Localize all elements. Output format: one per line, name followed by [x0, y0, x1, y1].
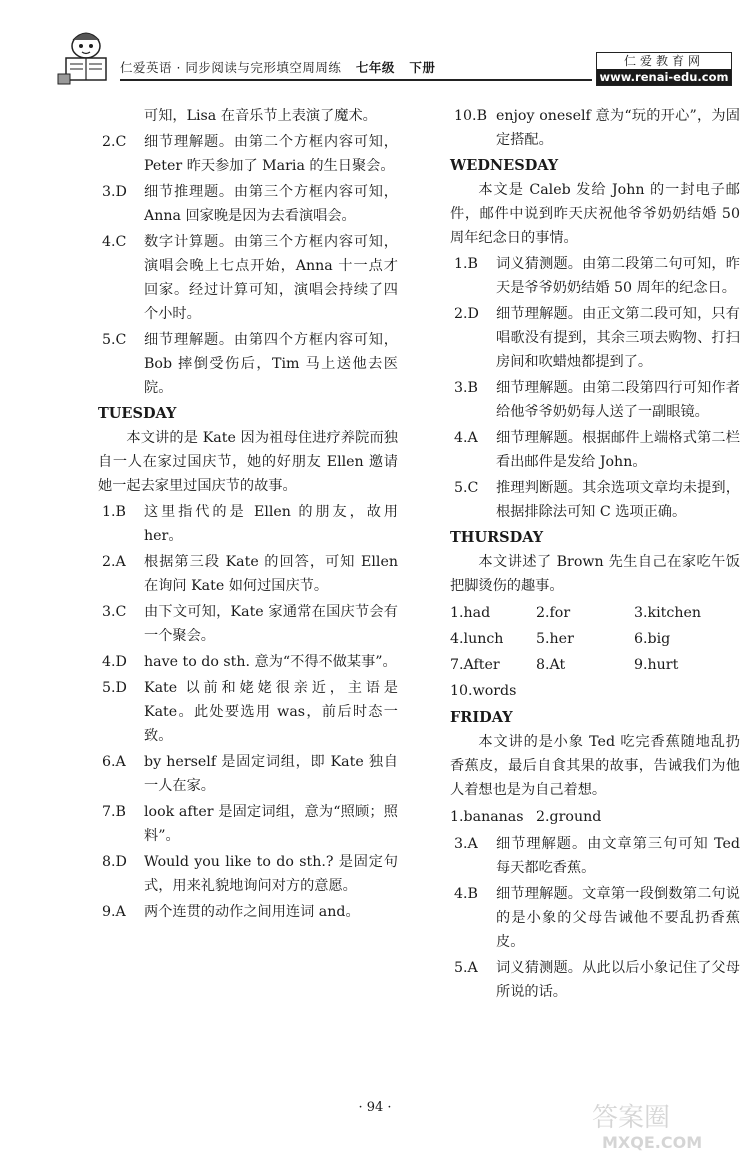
answer-item — [98, 328, 398, 400]
answer-item — [98, 850, 398, 898]
answer-number: 4.B — [454, 886, 478, 902]
fill-answer: 9.hurt — [634, 657, 679, 673]
answer-explanation: 由下文可知，Kate 家通常在国庆节会有一个聚会。 — [144, 604, 398, 644]
answer-item — [450, 882, 740, 954]
fill-answer: 2.for — [536, 605, 571, 621]
left-column — [98, 104, 398, 926]
answer-item — [450, 426, 740, 474]
answer-number: 5.A — [454, 960, 478, 976]
answer-item — [450, 252, 740, 300]
answer-number: 4.D — [102, 654, 127, 670]
answer-item — [98, 230, 398, 326]
fill-answer: 1.bananas — [450, 809, 524, 825]
friday-answer-grid — [450, 804, 740, 830]
wednesday-answers — [450, 252, 740, 524]
friday-answers — [450, 832, 740, 1004]
fill-answer: 8.At — [536, 657, 566, 673]
answer-explanation: 细节理解题。由第二段第四行可知作者给他爷爷奶奶每人送了一副眼镜。 — [496, 380, 740, 420]
answer-number: 2.D — [454, 306, 479, 322]
brand-url: www.renai-edu.com — [597, 69, 731, 85]
fill-answer: 3.kitchen — [634, 605, 701, 621]
fill-answer: 5.her — [536, 631, 574, 647]
header-title — [120, 58, 435, 76]
answer-number: 2.C — [102, 134, 127, 150]
answer-item — [450, 376, 740, 424]
page-number: · 94 · — [358, 1100, 392, 1115]
answer-item — [450, 956, 740, 1004]
answer-explanation: 细节理解题。根据邮件上端格式第二栏看出邮件是发给 John。 — [496, 430, 740, 470]
right-column — [450, 104, 740, 1006]
answer-explanation: 细节理解题。由正文第二段可知，只有唱歌没有提到，其余三项去购物、打扫房间和吹蜡烛都提到了。 — [496, 306, 740, 370]
answer-item — [98, 800, 398, 848]
answer-explanation: 细节理解题。文章第一段倒数第二句说的是小象的父母告诫他不要乱扔香蕉皮。 — [496, 886, 740, 950]
answer-item — [98, 600, 398, 648]
answer-explanation: 细节推理题。由第三个方框内容可知，Anna 回家晚是因为去看演唱会。 — [144, 184, 398, 224]
answer-explanation: 根据第三段 Kate 的回答，可知 Ellen 在询问 Kate 如何过国庆节。 — [144, 554, 398, 594]
watermark-text: 答案圈 — [592, 1103, 671, 1133]
answer-number: 9.A — [102, 904, 126, 920]
answer-number: 5.C — [102, 332, 127, 348]
thursday-answer-grid — [450, 600, 740, 704]
answer-number: 5.C — [454, 480, 479, 496]
answer-number: 3.B — [454, 380, 478, 396]
answer-item — [450, 476, 740, 524]
answer-explanation: 这里指代的是 Ellen 的朋友，故用 her。 — [144, 504, 398, 544]
section-heading-wednesday: WEDNESDAY — [450, 157, 559, 174]
answer-item — [450, 302, 740, 374]
answer-number: 3.A — [454, 836, 478, 852]
fill-answer: 1.had — [450, 605, 491, 621]
section-heading-tuesday: TUESDAY — [98, 405, 177, 422]
monday-answers — [98, 130, 398, 400]
answer-number: 3.C — [102, 604, 127, 620]
section-heading-thursday: THURSDAY — [450, 529, 544, 546]
answer-item — [98, 900, 398, 924]
answer-item — [450, 104, 740, 152]
answer-explanation: 词义猜测题。由第二段第二句可知，昨天是爷爷奶奶结婚 50 周年的纪念日。 — [496, 256, 740, 296]
answer-item — [98, 180, 398, 228]
watermark-url: MXQE.COM — [602, 1133, 703, 1152]
wednesday-intro: 本文是 Caleb 发给 John 的一封电子邮件，邮件中说到昨天庆祝他爷爷奶奶结婚 50 周年纪念日的事情。 — [450, 182, 740, 246]
answer-number: 4.C — [102, 234, 127, 250]
fill-answer: 4.lunch — [450, 631, 504, 647]
mascot-logo-icon — [56, 28, 118, 86]
answer-explanation: 两个连贯的动作之间用连词 and。 — [144, 904, 360, 920]
answer-explanation: 推理判断题。其余选项文章均未提到，根据排除法可知 C 选项正确。 — [496, 480, 740, 520]
brand-box — [596, 52, 732, 86]
answer-number: 4.A — [454, 430, 478, 446]
section-heading-friday: FRIDAY — [450, 709, 513, 726]
answer-number: 7.B — [102, 804, 126, 820]
answer-item — [98, 500, 398, 548]
answer-number: 5.D — [102, 680, 127, 696]
friday-intro: 本文讲的是小象 Ted 吃完香蕉随地乱扔香蕉皮，最后自食其果的故事，告诫我们为他人着想也是为自己着想。 — [450, 734, 740, 798]
answer-number: 6.A — [102, 754, 126, 770]
series-title: 仁爱英语 · 同步阅读与完形填空周周练 — [120, 60, 342, 75]
fill-answer: 2.ground — [536, 809, 602, 825]
answer-item — [98, 676, 398, 748]
answer-item — [450, 832, 740, 880]
answer-explanation: 数字计算题。由第三个方框内容可知，演唱会晚上七点开始，Anna 十一点才回家。经过计算可知，演唱会持续了四个小时。 — [144, 234, 398, 322]
answer-number: 2.A — [102, 554, 126, 570]
watermark-logo-icon — [588, 1096, 728, 1152]
tuesday-answers — [98, 500, 398, 924]
answer-explanation: enjoy oneself 意为“玩的开心”，为固定搭配。 — [496, 108, 740, 148]
answer-number: 8.D — [102, 854, 127, 870]
page-header — [56, 28, 728, 86]
answer-explanation: 细节理解题。由第二个方框内容可知，Peter 昨天参加了 Maria 的生日聚会。 — [144, 134, 398, 174]
continued-text: 可知，Lisa 在音乐节上表演了魔术。 — [144, 108, 377, 124]
answer-explanation: have to do sth. 意为“不得不做某事”。 — [144, 654, 397, 670]
answer-item — [98, 750, 398, 798]
answer-number: 1.B — [102, 504, 126, 520]
answer-number: 1.B — [454, 256, 478, 272]
answer-explanation: by herself 是固定词组，即 Kate 独自一人在家。 — [144, 754, 398, 794]
brand-name: 仁爱教育网 — [623, 54, 704, 68]
answer-explanation: 细节理解题。由文章第三句可知 Ted 每天都吃香蕉。 — [496, 836, 740, 876]
answer-explanation: Kate 以前和姥姥很亲近，主语是 Kate。此处要选用 was，前后时态一致。 — [144, 680, 398, 744]
volume-label: 下册 — [409, 60, 436, 75]
answer-explanation: Would you like to do sth.? 是固定句式，用来礼貌地询问对方的意愿。 — [144, 854, 398, 894]
tuesday-intro: 本文讲的是 Kate 因为祖母住进疗养院而独自一人在家过国庆节，她的好朋友 Ellen 邀请她一起去家里过国庆节的故事。 — [98, 430, 398, 494]
answer-explanation: 词义猜测题。从此以后小象记住了父母所说的话。 — [496, 960, 740, 1000]
answer-explanation: 细节理解题。由第四个方框内容可知，Bob 摔倒受伤后，Tim 马上送他去医院。 — [144, 332, 398, 396]
fill-answer: 10.words — [450, 683, 517, 699]
answer-item — [98, 130, 398, 178]
thursday-intro: 本文讲述了 Brown 先生自己在家吃午饭把脚烫伤的趣事。 — [450, 554, 740, 594]
answer-item — [98, 550, 398, 598]
answer-number: 3.D — [102, 184, 127, 200]
fill-answer: 7.After — [450, 657, 500, 673]
answer-item — [98, 650, 398, 674]
grade-label: 七年级 — [355, 60, 395, 75]
answer-number: 10.B — [454, 108, 487, 124]
answer-explanation: look after 是固定词组，意为“照顾；照料”。 — [144, 804, 398, 844]
fill-answer: 6.big — [634, 631, 671, 647]
header-divider — [120, 79, 592, 81]
